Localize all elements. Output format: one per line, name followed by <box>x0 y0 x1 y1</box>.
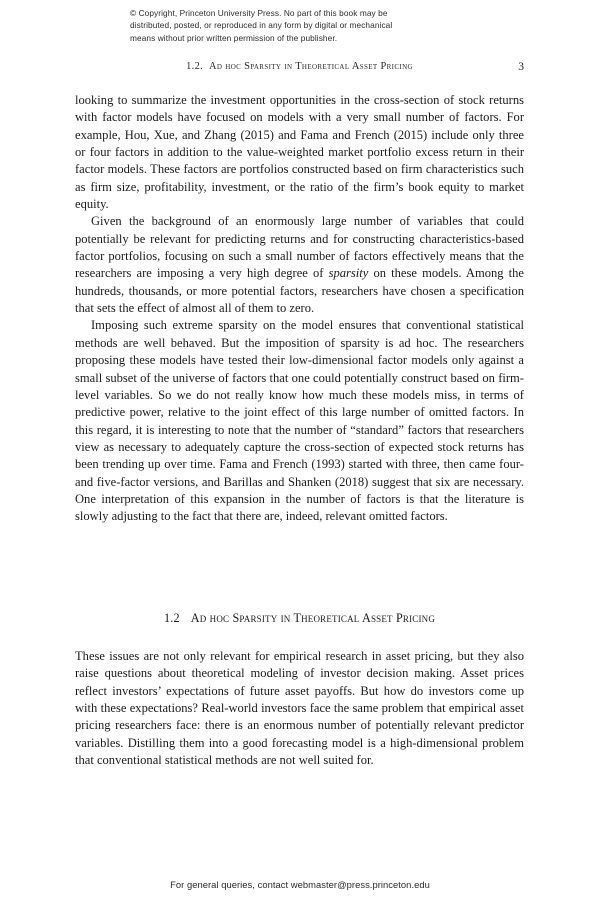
italic-term-sparsity: sparsity <box>328 266 369 281</box>
paragraph-3: Imposing such extreme sparsity on the model ensures that conventional statistical methods are well behaved. But the imposition of sparsity is ad hoc. The researchers proposing these models have tested their low-dimensional factor models only against a small subset of the universe of factors that one could potentially construct based on firm-level variables. So we do not really know how much these models miss, in terms of predictive power, relative to the joint effect of this large number of omitted factors. In this regard, it is interesting to note that the number of “standard” factors that researchers view as necessary to adequately capture the cross-section of expected stock returns has been trending up over time. Fama and French (1993) started with three, then came four- and five-factor versions, and Barillas and Shanken (2018) suggest that six are necessary. One interpretation of this expansion in the number of factors is that the literature is slowly adjusting to the fact that there are, indeed, relevant omitted factors. <box>75 318 524 524</box>
section-heading <box>75 611 524 626</box>
copyright-line-2: distributed, posted, or reproduced in any form by digital or mechanical <box>130 20 393 31</box>
running-header-title-group <box>75 61 524 72</box>
paragraph-2-text-after: on these models. Among the hundreds, thousands, or more potential factors, researchers have chosen a specification that sets the effect of almost all of them to zero. <box>75 266 525 316</box>
body-text-column <box>75 92 524 526</box>
section-heading-number: 1.2 <box>163 611 180 625</box>
page-number: 3 <box>518 60 524 73</box>
body-text-column-after-heading <box>75 648 524 769</box>
paragraph-1: looking to summarize the investment opportunities in the cross-section of stock returns with factor models have focused on models with a very small number of factors. For example, Hou, Xue, and Zhang (2015) and Fama and French (2015) include only three or four factors in addition to the value-weighted market portfolio excess return in their factor models. These factors are portfolios constructed based on firm characteristics such as firm size, profitability, investment, or the ratio of the firm’s book equity to market equity. <box>75 93 524 212</box>
paragraph-2 <box>75 213 524 317</box>
running-header <box>75 61 524 77</box>
copyright-notice <box>130 7 475 44</box>
section-heading-title: Ad hoc Sparsity in Theoretical Asset Pricing <box>190 611 436 625</box>
copyright-line-1: © Copyright, Princeton University Press. No part of this book may be <box>130 8 388 18</box>
page-footer: For general queries, contact webmaster@press.princeton.edu <box>170 879 430 890</box>
copyright-line-3: means without prior written permission of the publisher. <box>130 32 338 43</box>
running-header-title: Ad hoc Sparsity in Theoretical Asset Pricing <box>209 61 413 72</box>
paragraph-2-text-before: Given the background of an enormously large number of variables that could potentially be relevant for predicting returns and for constructing characteristics-based factor portfolios, focusing on such a small number of factors effectively means that the researchers are imposing a very high degree of <box>75 214 524 281</box>
paragraph-4: These issues are not only relevant for empirical research in asset pricing, but they also raise questions about theoretical modeling of investor decision making. Asset prices reflect investors’ expectations of future asset payoffs. But how do investors come up with these expectations? Real-world investors face the same problem that empirical asset pricing researchers face: there is an enormous number of potentially relevant predictor variables. Distilling them into a good forecasting model is a high-dimensional problem that conventional statistical methods are not well suited for. <box>75 649 524 768</box>
running-header-section-number: 1.2. <box>186 61 204 72</box>
